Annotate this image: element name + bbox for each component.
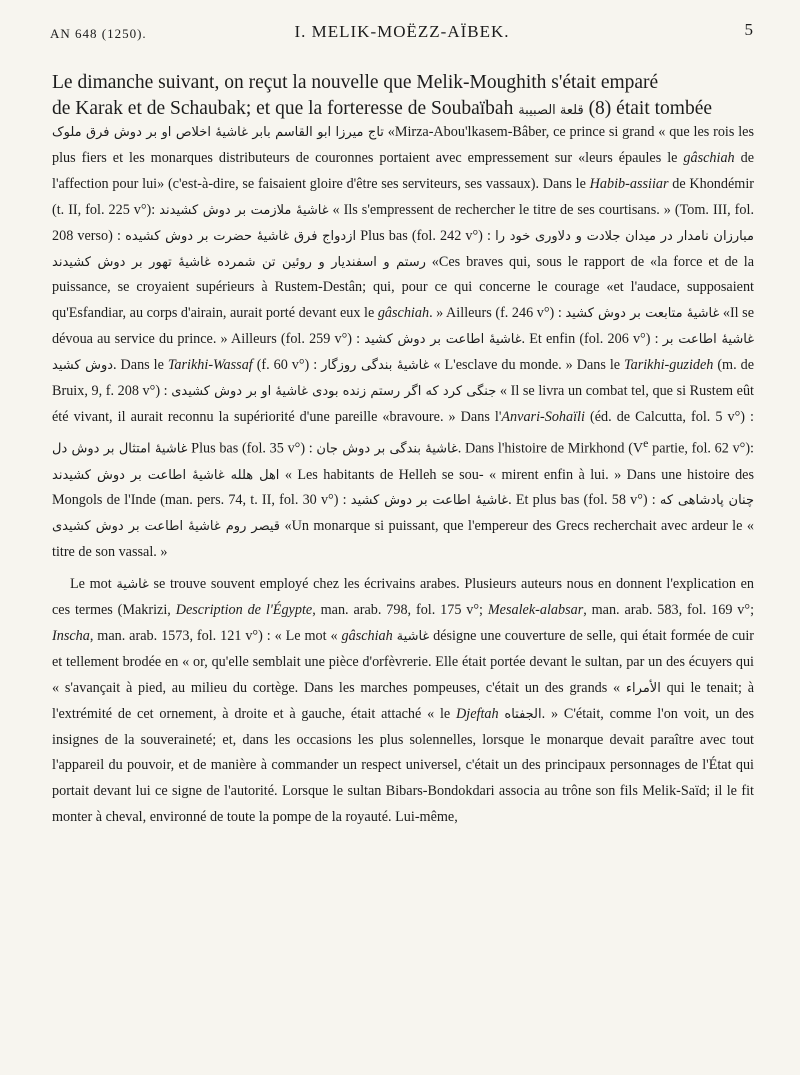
arabic-phrase: اهل هلله غاشیهٔ اطاعت بر دوش کشیدند <box>52 467 280 483</box>
arabic-phrase: غاشیهٔ بندگی روزگار <box>321 358 430 374</box>
arabic-phrase: غاشیهٔ بندگی بر دوش جان <box>316 441 458 457</box>
arabic-phrase: غاشیة <box>116 577 149 593</box>
arabic-phrase: جنگی کرد که اگر رستم زنده بودی غاشیهٔ او بر دوش کشیدی <box>171 384 497 400</box>
arabic-phrase: چنان پادشاهی که قیصر روم غاشیهٔ اطاعت بر دوش کشیدی <box>52 493 754 535</box>
arabic-phrase: الأمراء <box>625 680 661 696</box>
footnote-block <box>52 120 754 831</box>
arabic-phrase: ازدواج فرق غاشیهٔ حضرت بر دوش کشیده <box>125 228 357 244</box>
header-title: I. MELIK-MOËZZ-AÏBEK. <box>294 22 510 41</box>
header-year: AN 648 (1250). <box>50 26 147 41</box>
arabic-phrase: الجفتاه <box>504 706 542 722</box>
arabic-phrase: غاشیة <box>396 628 430 644</box>
arabic-phrase: غاشیهٔ متابعت بر دوش کشید <box>565 306 720 322</box>
arabic-phrase: تاج میرزا ابو القاسم بابر غاشیهٔ اخلاص او بر دوش فرق ملوک <box>52 125 384 140</box>
arabic-phrase: غاشیهٔ اطاعت بر دوش کشید <box>52 332 755 374</box>
main-text-line: de Karak et de Schaubak; et que la forteresse de Soubaïbah قلعة الصبيبة (8) était tombée <box>52 98 713 119</box>
arabic-phrase: غاشیهٔ ملازمت بر دوش کشیدند <box>159 202 329 218</box>
page-number: 5 <box>744 20 754 39</box>
footnote-paragraph: Le mot غاشیة se trouve souvent employé chez les écrivains arabes. Plusieurs auteurs nous en donnent l'explication en ces termes (Makrizi, Description de l'Égypte, man. arab. 798, fol. 175 v°; Mesalek-alabsar, man. arab. 583, fol. 169 v°; Inscha, man. arab. 1573, fol. 121 v°) : « Le mot « gâschiah غاشیة désigne une couverture de selle, qui était formée de cuir et tellement brodée en « or, qu'elle semblait une pièce d'orfèvrerie. Elle était portée devant le sultan, par un des écuyers qui « s'avançait à pied, au milieu du cortège. Dans les marches pompeuses, c'était un des grands « الأمراء qui le tenait; à l'extrémité de cet ornement, à droite et à gauche, était attaché « le Djeftah الجفتاه. » C'était, comme l'on voit, un des insignes de la souveraineté; et, dans les occasions les plus solennelles, lorsque le monarque devait paraître avec tout l'appareil du pouvoir, et de manière à commander un respect universel, c'était un des principaux personnages de l'État qui portait devant lui ce signe de l'autorité. Lorsque le sultan Bibars-Bondokdari associa au trône son fils Melik-Saïd; il le fit monter à cheval, environné de toute la pompe de la royauté. Lui-même, <box>52 576 755 826</box>
footnote-paragraph: تاج میرزا ابو القاسم بابر غاشیهٔ اخلاص او بر دوش فرق ملوک «Mirza-Abou'lkasem-Bâber, ce prince si grand « que les rois les plus fiers et les monarques distributeurs de couronnes portaient avec empressement sur «leurs épaules le gâschiah de l'affection pour lui» (c'est-à-dire, se faisaient gloire d'être ses serviteurs, ses vassaux). Dans le Habib-assiiar de Khondémir (t. II, fol. 225 v°): غاشیهٔ ملازمت بر دوش کشیدند « Ils s'empressent de rechercher le titre de ses courtisans. » (Tom. III, fol. 208 verso) : ازدواج فرق غاشیهٔ حضرت بر دوش کشیده Plus bas (fol. 242 v°) : مبارزان نامدار در میدان جلادت و دلاوری خود را رستم و اسفندیار و روئین تن شمرده غاشیهٔ تهور بر دوش کشیدند «Ces braves qui, sous le rapport de «la force et de la puissance, se croyaient supérieurs à Rustem-Destân; qui, pour ce qui concerne le courage «et l'audace, supposaient qu'Esfandiar, au corps d'airain, aurait porté devant eux le gâschiah. » Ailleurs (f. 246 v°) : غاشیهٔ متابعت بر دوش کشید «Il se dévoua au service du prince. » Ailleurs (fol. 259 v°) : غاشیهٔ اطاعت بر دوش کشید. Et enfin (fol. 206 v°) : غاشیهٔ اطاعت بر دوش کشید. Dans le Tarikhi-Wassaf (f. 60 v°) : غاشیهٔ بندگی روزگار « L'esclave du monde. » Dans le Tarikhi-guzideh (m. de Bruix, 9, f. 208 v°) : جنگی کرد که اگر رستم زنده بودی غاشیهٔ او بر دوش کشیدی « Il se livra un combat tel, que si Rustem eût été vivant, il aurait reconnu la supériorité d'une pareille «bravoure. » Dans l'Anvari-Sohaïli (éd. de Calcutta, fol. 5 v°) : غاشیهٔ امتثال بر دوش دل Plus bas (fol. 35 v°) : غاشیهٔ بندگی بر دوش جان. Dans l'histoire de Mirkhond (Ve partie, fol. 62 v°): اهل هلله غاشیهٔ اطاعت بر دوش کشیدند « Les habitants de Helleh se sou- « mirent enfin à lui. » Dans une histoire des Mongols de l'Inde (man. pers. 74, t. II, fol. 30 v°) : غاشیهٔ اطاعت بر دوش کشید. Et plus bas (fol. 58 v°) : چنان پادشاهی که قیصر روم غاشیهٔ اطاعت بر دوش کشیدی «Un monarque si puissant, que l'empereur des Grecs recherchait avec ardeur le « titre de son vassal. » <box>52 124 755 561</box>
main-text <box>52 70 754 124</box>
arabic-phrase: مبارزان نامدار در میدان جلادت و دلاوری خود را رستم و اسفندیار و روئین تن شمرده غاشیهٔ تهور بر دوش کشیدند <box>52 228 754 270</box>
arabic-phrase: غاشیهٔ اطاعت بر دوش کشید <box>364 332 522 348</box>
running-header <box>50 20 754 46</box>
arabic-phrase: غاشیهٔ اطاعت بر دوش کشید <box>350 493 509 509</box>
arabic-phrase: قلعة الصبيبة <box>518 103 584 118</box>
main-text-line: Le dimanche suivant, on reçut la nouvelle que Melik-Moughith s'était emparé <box>52 72 659 93</box>
arabic-phrase: غاشیهٔ امتثال بر دوش دل <box>52 441 188 457</box>
